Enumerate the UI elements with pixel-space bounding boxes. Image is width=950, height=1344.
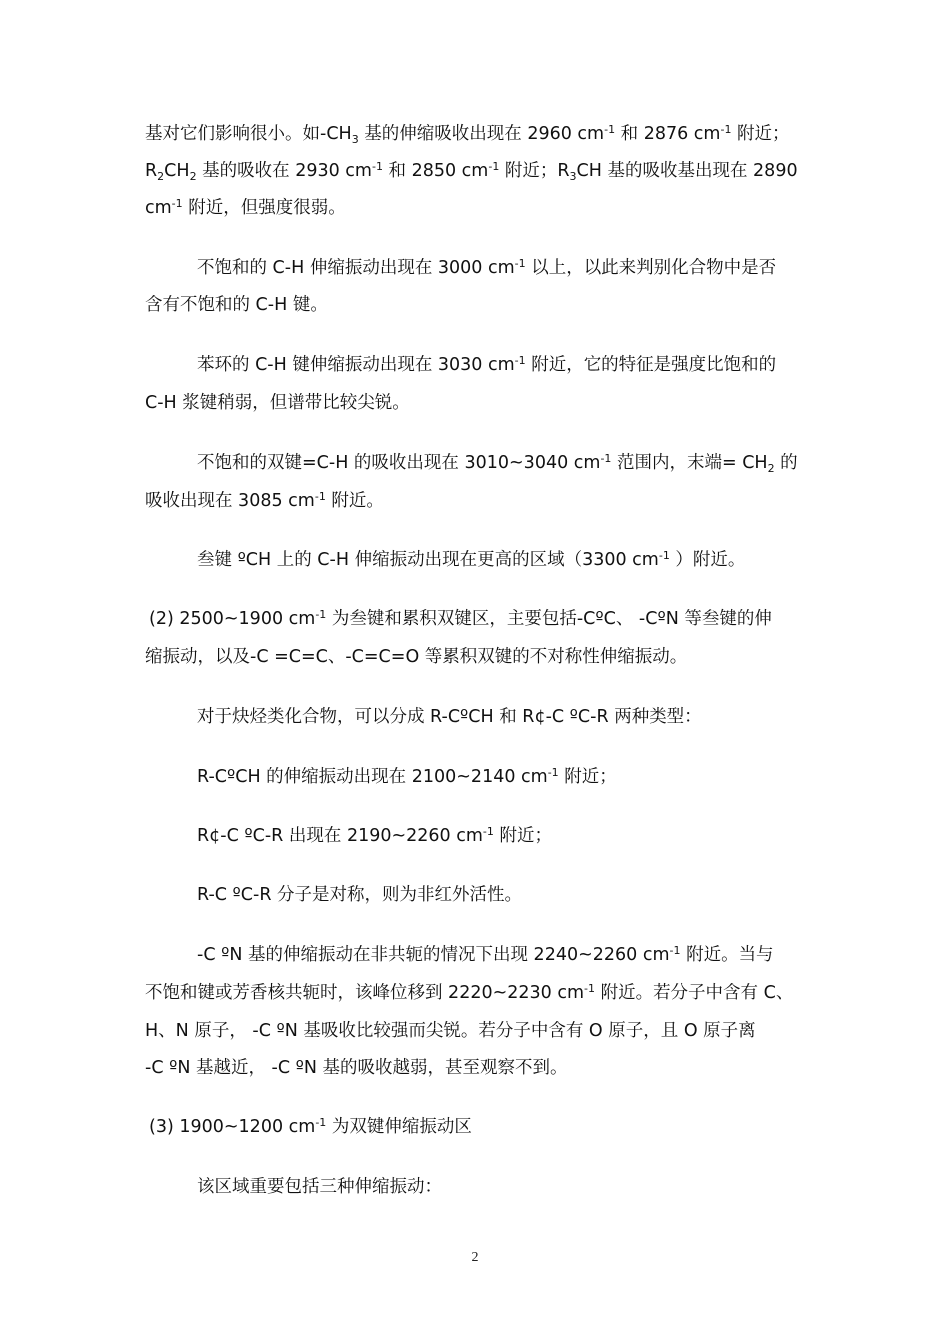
- subscript: 3: [351, 133, 359, 146]
- text-line: [145, 489, 384, 513]
- text-line: [197, 256, 776, 280]
- superscript: -1: [584, 982, 595, 995]
- text-line: [145, 1019, 756, 1043]
- superscript: -1: [547, 766, 559, 779]
- text-run: R-C ºC-R 分子是对称，则为非红外活性。: [197, 885, 523, 905]
- text-run: 附近；: [493, 826, 552, 846]
- text-run: 和 2850 cm: [382, 161, 489, 181]
- text-run: 为双键伸缩振动区: [326, 1117, 472, 1137]
- superscript: -1: [669, 944, 681, 957]
- superscript: -1: [171, 197, 183, 210]
- text-line: [145, 391, 410, 415]
- superscript: -1: [600, 452, 612, 465]
- text-run: C-H 浆键稍弱，但谱带比较尖锐。: [145, 393, 410, 413]
- text-run: (3) 1900~1200 cm: [149, 1117, 316, 1137]
- text-run: 基的吸收在 2930 cm: [196, 161, 372, 181]
- superscript: -1: [604, 123, 616, 136]
- text-run: 基对它们影响很小。如-CH: [145, 124, 352, 144]
- subscript: 3: [569, 170, 577, 183]
- text-run: 以上，以此来判别化合物中是否: [525, 258, 777, 278]
- text-run: 吸收出现在 3085 cm: [145, 491, 315, 511]
- text-run: 不饱和的双键=C-H 的吸收出现在 3010~3040 cm: [197, 453, 601, 473]
- superscript: -1: [315, 1116, 327, 1129]
- text-line: [197, 353, 776, 377]
- superscript: -1: [658, 549, 670, 562]
- text-run: 不饱和的 C-H 伸缩振动出现在 3000 cm: [197, 258, 515, 278]
- text-run: cm: [145, 198, 172, 218]
- text-line: [145, 981, 793, 1005]
- text-run: 该区域重要包括三种伸缩振动：: [197, 1177, 442, 1197]
- text-run: 附近。当与: [680, 945, 774, 965]
- superscript: -1: [720, 123, 732, 136]
- text-line: [197, 1175, 442, 1199]
- text-line: [145, 645, 687, 669]
- text-run: 附近。: [325, 491, 384, 511]
- text-run: CH 基的吸收基出现在 2890: [576, 161, 798, 181]
- superscript: -1: [314, 490, 326, 503]
- text-run: 不饱和键或芳香核共轭时，该峰位移到 2220~2230 cm: [145, 983, 585, 1003]
- text-line: [197, 451, 798, 475]
- text-run: 为叁键和累积双键区，主要包括-CºC、 -CºN 等叁键的伸: [326, 609, 772, 629]
- subscript: 2: [189, 170, 197, 183]
- superscript: -1: [371, 160, 383, 173]
- text-line: [145, 122, 790, 146]
- text-run: H、N 原子， -C ºN 基吸收比较强而尖锐。若分子中含有 O 原子，且 O 原子离: [145, 1021, 756, 1041]
- superscript: -1: [488, 160, 500, 173]
- text-line: [145, 1056, 568, 1080]
- text-line: [149, 1115, 472, 1139]
- text-run: 附近；: [731, 124, 790, 144]
- text-run: 附近，它的特征是强度比饱和的: [525, 355, 777, 375]
- text-line: [197, 548, 745, 572]
- text-run: 叁键 ºCH 上的 C-H 伸缩振动出现在更高的区域（3300 cm: [197, 550, 659, 570]
- text-run: (2) 2500~1900 cm: [149, 609, 316, 629]
- text-run: R: [145, 161, 158, 181]
- text-line: [145, 196, 346, 220]
- text-run: R¢-C ºC-R 出现在 2190~2260 cm: [197, 826, 483, 846]
- text-run: 附近；R: [499, 161, 570, 181]
- text-run: -C ºN 基越近， -C ºN 基的吸收越弱，甚至观察不到。: [145, 1058, 568, 1078]
- text-run: 和 2876 cm: [615, 124, 721, 144]
- page-number: 2: [471, 1250, 479, 1265]
- text-line: [197, 824, 552, 848]
- text-run: 附近，但强度很弱。: [182, 198, 346, 218]
- subscript: 2: [767, 462, 775, 475]
- text-run: -C ºN 基的伸缩振动在非共轭的情况下出现 2240~2260 cm: [197, 945, 670, 965]
- superscript: -1: [514, 257, 526, 270]
- superscript: -1: [514, 354, 526, 367]
- text-run: 对于炔烃类化合物，可以分成 R-CºCH 和 R¢-C ºC-R 两种类型：: [197, 707, 702, 727]
- text-run: 附近；: [558, 767, 617, 787]
- text-run: CH: [164, 161, 190, 181]
- text-line: [197, 883, 522, 907]
- text-line: [197, 765, 617, 789]
- text-run: R-CºCH 的伸缩振动出现在 2100~2140 cm: [197, 767, 548, 787]
- text-line: [145, 159, 798, 183]
- text-run: 基的伸缩吸收出现在 2960 cm: [358, 124, 605, 144]
- superscript: -1: [315, 608, 327, 621]
- text-line: [197, 705, 702, 729]
- text-run: 范围内，末端= CH: [611, 453, 768, 473]
- text-run: 缩振动，以及-C =C=C、-C=C=O 等累积双键的不对称性伸缩振动。: [145, 647, 688, 667]
- text-line: [149, 607, 772, 631]
- subscript: 2: [157, 170, 165, 183]
- text-line: [197, 943, 774, 967]
- superscript: -1: [482, 825, 494, 838]
- text-run: 的: [774, 453, 798, 473]
- text-run: 苯环的 C-H 键伸缩振动出现在 3030 cm: [197, 355, 515, 375]
- text-run: 含有不饱和的 C-H 键。: [145, 295, 328, 315]
- text-run: 附近。若分子中含有 C、: [595, 983, 794, 1003]
- text-line: [145, 293, 328, 317]
- text-run: ）附近。: [669, 550, 746, 570]
